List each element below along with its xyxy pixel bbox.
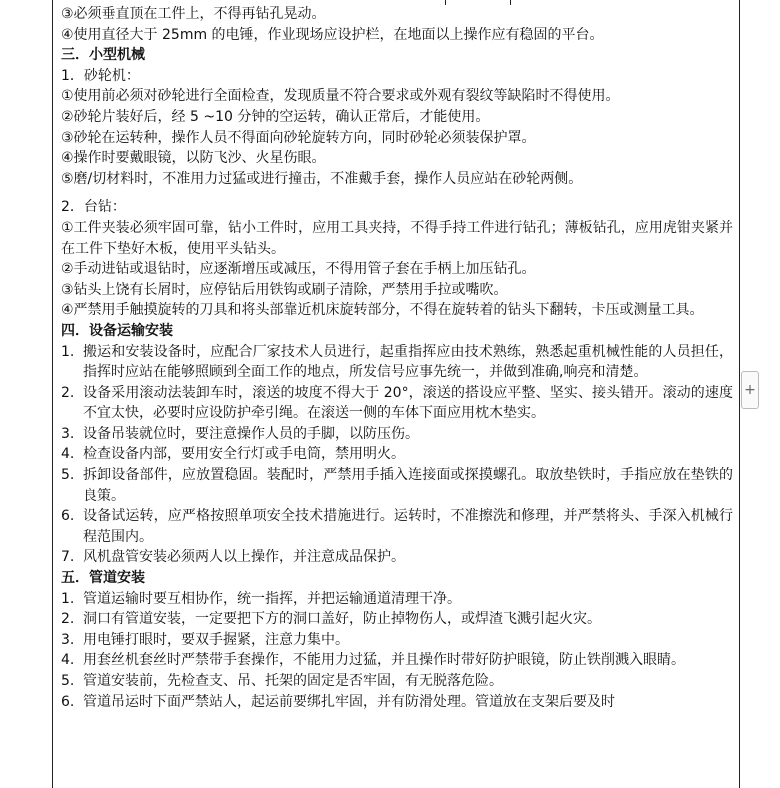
list-item: 2. 设备采用滚动法装卸车时，滚送的坡度不得大于 20°，滚送的搭设应平整、坚实、接头错开。滚动的速度不宜太快，必要时应设防护牵引绳。在滚送一侧的车体下面应用枕木垫实。 (61, 384, 733, 422)
section-heading-4: 四．设备运输安装 (61, 322, 173, 339)
list-item: 4. 检查设备内部，要用安全行灯或手电筒，禁用明火。 (61, 446, 405, 463)
paragraph-line: ②砂轮片装好后，经 5 ~10 分钟的空运转，确认正常后，才能使用。 (61, 108, 490, 125)
subsection-title: 1．砂轮机： (61, 67, 140, 84)
document-content (61, 4, 733, 712)
list-item: 1. 管道运输时要互相协作，统一指挥，并把运输通道清理干净。 (61, 590, 461, 607)
document-page (52, 0, 740, 788)
list-item: 6. 管道吊运时下面严禁站人，起运前要绑扎牢固，并有防滑处理。管道放在支架后要及时 (61, 693, 615, 710)
paragraph-line: ①使用前必须对砂轮进行全面检查，发现质量不符合要求或外观有裂纹等缺陷时不得使用。 (61, 88, 620, 105)
paragraph-line: ④严禁用手触摸旋转的刀具和将头部靠近机床旋转部分，不得在旋转着的钻头下翻转，卡压或测量工具。 (61, 302, 704, 319)
section-heading-3: 三．小型机械 (61, 47, 145, 64)
list-item: 2. 洞口有管道安装，一定要把下方的洞口盖好，防止掉物伤人，或焊渣飞溅引起火灾。 (61, 611, 601, 628)
subsection-title: 2．台钻： (61, 199, 126, 216)
section-heading-5: 五．管道安装 (61, 570, 145, 587)
paragraph-line: ③砂轮在运转种，操作人员不得面向砂轮旋转方向，同时砂轮必须装保护罩。 (61, 129, 536, 146)
paragraph-line: ②手动进钻或退钻时，应逐渐增压或减压，不得用管子套在手柄上加压钻孔。 (61, 261, 536, 278)
list-item: 6. 设备试运转，应严格按照单项安全技术措施进行。运转时，不准擦洗和修理，并严禁将头、手深入机械行程范围内。 (61, 508, 733, 545)
list-item: 5. 拆卸设备部件，应放置稳固。装配时，严禁用手插入连接面或探摸螺孔。取放垫铁时，手指应放在垫铁的良策。 (61, 467, 733, 504)
paragraph-line: ③必须垂直顶在工件上，不得再钻孔晃动。 (61, 6, 326, 22)
expand-plus-button[interactable]: + (741, 371, 759, 409)
list-item: 5. 管道安装前，先检查支、吊、托架的固定是否牢固，有无脱落危险。 (61, 673, 503, 689)
paragraph-line: ①工件夹装必须牢固可靠，钻小工件时，应用工具夹持，不得手持工件进行钻孔；薄板钻孔，应用虎钳夹紧并在工件下垫好木板，使用平头钻头。 (61, 219, 733, 257)
list-item: 3. 设备吊装就位时，要注意操作人员的手脚，以防压伤。 (61, 425, 419, 442)
list-item: 1. 搬运和安装设备时，应配合厂家技术人员进行，起重指挥应由技术熟练，熟悉起重机械性能的人员担任，指挥时应站在能够照顾到全面工作的地点，所发信号应事先统一，并做到准确,响亮和清楚。 (61, 343, 733, 381)
list-item: 4. 用套丝机套丝时严禁带手套操作，不能用力过猛，并且操作时带好防护眼镜，防止铁削溅入眼睛。 (61, 652, 685, 669)
list-item: 7. 风机盘管安装必须两人以上操作，并注意成品保护。 (61, 549, 405, 566)
paragraph-line: ⑤磨/切材料时，不准用力过猛或进行撞击，不准戴手套，操作人员应站在砂轮两侧。 (61, 170, 583, 187)
paragraph-line: ③钻头上饶有长屑时，应停钻后用铁钩或刷子清除，严禁用手拉或嘴吹。 (61, 281, 508, 298)
paragraph-line: ④使用直径大于 25mm 的电锤，作业现场应设护栏，在地面以上操作应有稳固的平台。 (61, 26, 604, 43)
paragraph-line: ④操作时要戴眼镜，以防飞沙、火星伤眼。 (61, 150, 326, 167)
list-item: 3. 用电锤打眼时，要双手握紧，注意力集中。 (61, 631, 349, 648)
